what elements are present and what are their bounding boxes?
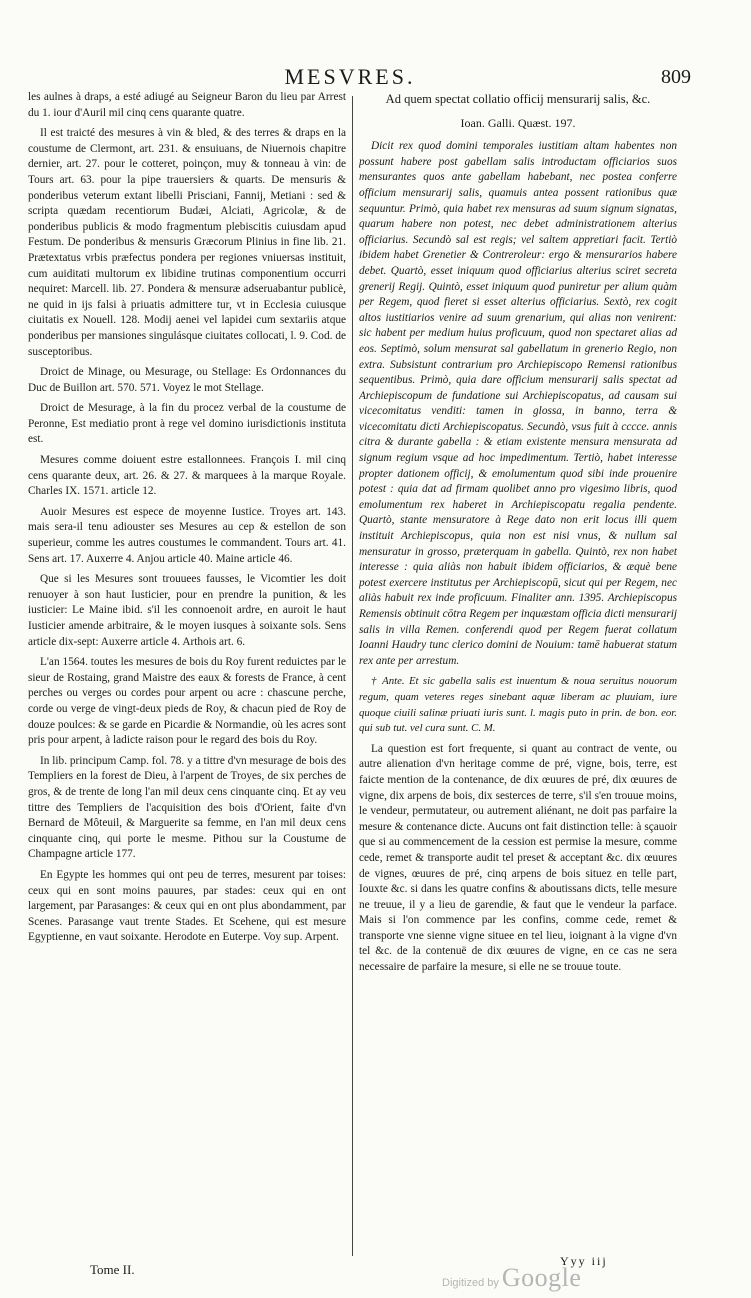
paragraph: Auoir Mesures est espece de moyenne Iustice. Troyes art. 143. mais sera-il tenu adiouster ses Mesures au cep & estellon de son superieur, comme les autres coustumes le commandent. Tours art. 41. Sens art. 17. Auxerre 4. Anjou article 40. Maine article 46.	[28, 505, 346, 565]
paragraph: La question est fort frequente, si quant au contract de vente, ou autre alienation d'vn heritage comme de pré, vigne, bois, terre, est faicte mention de la contenance, de dix œuures de pré, dix œuures de vigne, dix arpens de bois, dix sesterces de terre, s'il s'en trouue moins, le vendeur, permutateur, ou autrement aliénant, ne doit pas parfaire la mesure & contenance dicte. Aucuns ont fait distinction telle: à sçauoir que si au commencement de la cession est permise la mesure, comme cede, remet & transporte audit tel preset & acceptant &c. dix œuures de vignes, œuures de pré, cinq arpens de bois situez en telle part, Iouxte &c. si dans les quatre confins & aboutissans dicts, telle mesure ne treuue, il y a lieu de garendie, & faut que le vendeur la parface. Mais si l'on commence par les confins, comme cede, remet & transporte vne sienne vigne situee en tel lieu, ioignant à la vigne d'vn tel &c. de la contenuë de dix œuures de vigne, en ce cas ne sera necessaire de parfaire la mesure, si elle ne se trouue toute.	[359, 742, 677, 974]
watermark-prefix: Digitized by	[442, 1277, 499, 1289]
column-divider	[352, 96, 353, 1256]
paragraph: L'an 1564. toutes les mesures de bois du Roy furent reduictes par le sieur de Rostaing, grand Maistre des eaux & forests de France, à cent perches ou verges ou cordes pour arpent ou acre : chascune perche, corde ou verge de vingt-deux pieds de Roy, & chacun pied de Roy de douze poulces: & se garde en Picardie & Normandie, où les acres sont pris pour arpent, à ladicte raison pour le regard des bois du Roy.	[28, 656, 346, 747]
google-logo: Google	[501, 1263, 582, 1292]
paragraph: † Ante. Et sic gabella salis est inuentum & noua seruitus nouorum regum, quam veteres reges sinebant aquæ liberam ac pluuiam, iure quoque ciuili salinæ priuati iuris sunt. l. magis puto in prin. de bon. eor. qui sub tut. vel cura sunt. C. M.	[359, 675, 677, 735]
signature-mark: Yyy iij	[560, 1254, 608, 1268]
running-title: MESVRES.	[284, 64, 416, 89]
page-number: 809	[661, 66, 691, 88]
paragraph: Mesures comme doiuent estre estallonnees. François I. mil cinq cens quarante deux, art. 26. & 27. & marquees à la marque Royale. Charles IX. 1571. article 12.	[28, 454, 346, 498]
left-column	[28, 90, 346, 1280]
section-heading: Ad quem spectat collatio officij mensurarij salis, &c.	[385, 92, 651, 106]
paragraph: In lib. principum Camp. fol. 78. y a tittre d'vn mesurage de bois des Templiers en la forest de Dieu, à l'arpent de Troyes, de six perches de gros, & de trente de long l'an mil deux cens cinquante cinq. Et ay veu tittre des Templiers de l'acquisition des bois d'Orient, faite d'vn Bernard de Môteuil, & Marguerite sa femme, en l'an mil deux cens cinquante cinq, qui porte le mesme. Pithou sur la Coustume de Champagne article 177.	[28, 754, 346, 861]
paragraph: En Egypte les hommes qui ont peu de terres, mesurent par toises: ceux qui en sont moins pauures, par stades: ceux qui en ont largement, par Parasanges: & ceux qui en ont plus abondamment, par Scenes. Parasange vaut trente Stades. Et Scehene, qui est mesure Egyptienne, en vaut soixante. Herodote en Euterpe. Voy sup. Arpent.	[28, 868, 346, 944]
paragraph: Il est traicté des mesures à vin & bled, & des terres & draps en la coustume de Clermont, art. 231. & ensuiuans, de Niuernois chapitre dernier, art. 27. pour le cotteret, poinçon, muy & tonneau à vin: de Tours art. 63. pour la pipe trauersiers & quarts. De mensuris & ponderibus veterum extant libelli Prisciani, Fannij, Metiani : sed & scripta quædam recentiorum Budæi, Alciati, Agricolæ, & de ponderibus publicis & modo fragmentum plebiscitis cuiusdam apud Festum. De ponderibus & mensuris Græcorum Plinius in fine lib. 21. Prætextatus vrbis præfectus pondera per regiones vniuersas instituit, cum auiditati multorum ex libidine trutinas componentium occurri nequiret: Marcell. lib. 27. Pondera & mensuræ adseruabantur publicè, ne quid in ijs falsi à priuatis admittere tur, vt in Ecclesia cuiusque ciuitatis ex Nouell. 128. Modij aenei vel lapidei cum sextariis atque ponderibus per mansiones singulásque ciuitates collocati, l. 9. Cod. de susceptoribus.	[28, 127, 346, 358]
source-citation: Ioan. Galli. Quæst. 197.	[460, 115, 576, 130]
paragraph: les aulnes à draps, a esté adiugé au Seigneur Baron du lieu par Arrest du 1. iour d'Auril mil cinq cens quarante quatre.	[28, 91, 346, 119]
right-paragraphs	[359, 139, 677, 975]
volume-label: Tome II.	[90, 1262, 135, 1277]
paragraph: Dicit rex quod domini temporales iustitiam altam habentes non possunt habere post gabellam salis introductam officiarios suos mensurantes quos ante gabellam habebant, nec postea conferre officium mensurarij salis, quamuis antea possent rationibus quæ sequuntur. Primò, quia habet rex mensuras ad suum signum signatas, quarum habere non potest, nec debet administrationem alterius officiarius. Secundò sal est regis; vel saltem appretiari facit. Tertiò ibidem habet Grenetier & Contreroleur: ergo & mensurarios habere debet. Quartò, esset iniquum quod officiarius alterius sciret secreta grenerij Regij. Quintò, esset iniquum quod puniretur per alium quàm per Regem, quod fieret si esset alterius officiarius. Sextò, rex cogit altos iustitiarios venire ad suum grenarium, qui alias non venirent: sic habent per medium huius proficuum, quod non spectaret alias ad eos. Septimò, solum mensurat sal gabellatum in grenerio Regio, non extra. Subsistunt contrarium pro Archiepiscopo Remensi rationibus sequentibus. Primò, quia dare officium mensurarij salis spectat ad Archiepiscopum de fundatione sui Archiepiscopatus, ad causam sui vicecomitatus venditi: tamen in glossa, in banno, terra & vicecomitatu dicti Archiepiscopatus. Secundò, vsus fuit à cccce. annis citra & durante gabella : & etiam existente mensura mensurata ad signum regium vsque ad hoc impedimentum. Tertiò, habet interesse propter dationem officij, & emolumentum quod sibi inde prouenire potest : quia dat ad firmam quolibet anno pro vigesimo libris, quod emolumentum rex haberet in Archiepiscopatu regalia pendente. Quartò, stante mensuratore à Rege dato non erit locus illi quem instituit Archiepiscopus, quia non est nisi vnus, & nullum sal mensuratur in grosso, præterquam in gabella. Quintò, rex non habet interesse : quia aliàs non habuit ibidem officiarios, & æquè bene potest exercere institutus per Archiepiscopū, sicut qui per Regem, nec aliàs habuit rex inde proficuum. Finaliter ann. 1395. Archiepiscopus Remensis obtinuit cōtra Regem per inquæstam officia dicti mensurarij salis in villa Remen. conferendi quod per Regem fuerat collatum Ioanni Haudry tunc clerico domini de Nouium: tamē habuerat statum rex ante per arrestum.	[359, 140, 677, 667]
paragraph: Que si les Mesures sont trouuees fausses, le Vicomtier les doit renuoyer à son haut Iusticier, pour en prendre la punition, & les iusticier: Le Maine ibid. s'il les connoenoit ardre, en auroit le haut Iusticier amende arbitraire, & le moyen iusques à soixante sols. Sens article dix-sept: Auxerre article 4. Arthois art. 6.	[28, 573, 346, 648]
paragraph: Droict de Minage, ou Mesurage, ou Stellage: Es Ordonnances du Duc de Buillon art. 570. 571. Voyez le mot Stellage.	[28, 366, 346, 394]
paragraph: Droict de Mesurage, à la fin du procez verbal de la coustume de Peronne, Est mediatio pront à rege vel domino iurisdictionis instituta est.	[28, 402, 346, 446]
digitized-watermark	[442, 1263, 581, 1293]
right-column	[359, 90, 677, 1170]
